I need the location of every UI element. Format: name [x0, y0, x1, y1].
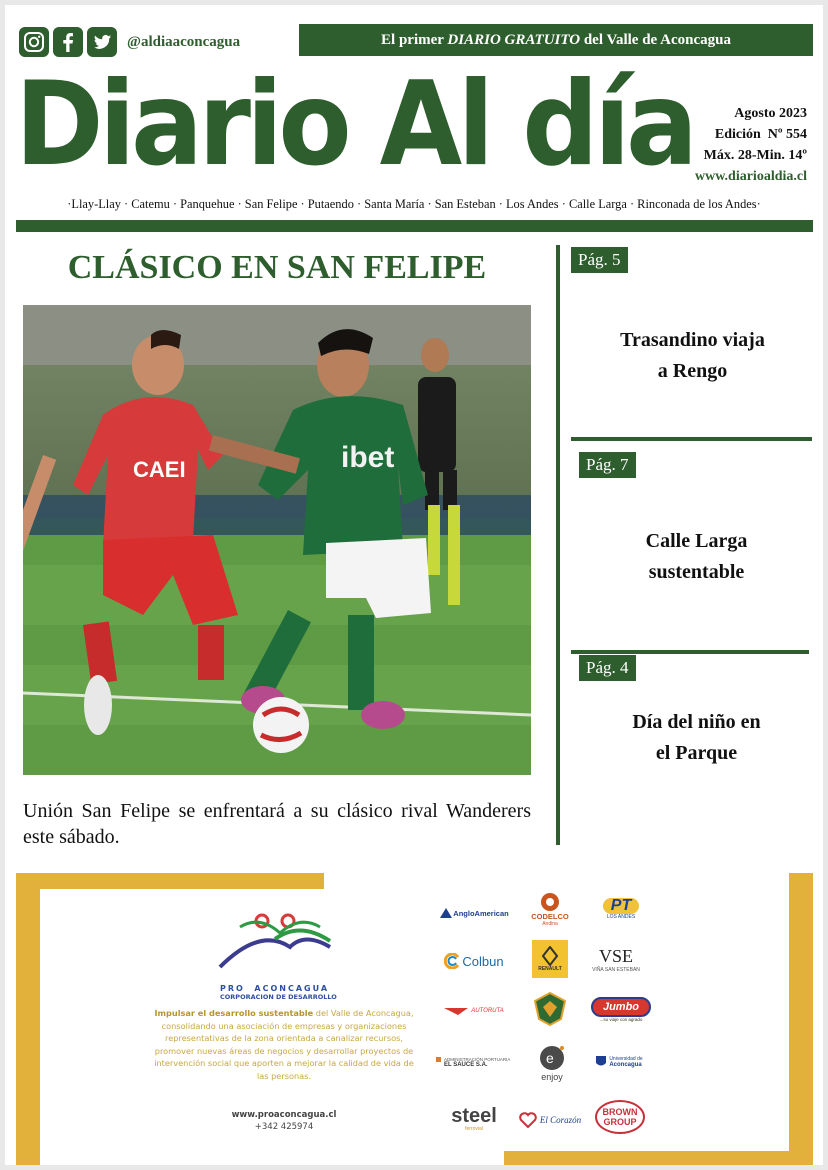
ad-phone: +342 425974: [254, 1122, 314, 1132]
facebook-icon[interactable]: [53, 27, 83, 57]
edition-info: [695, 103, 807, 187]
sponsor-sublabel: VIÑA SAN ESTEBAN: [592, 966, 640, 973]
sponsor-label: VSE: [598, 945, 633, 966]
org-name: PRO ACONCAGUA: [220, 984, 330, 993]
anglo-american-icon: [439, 906, 453, 920]
towns-list: ·Llay-Llay · Catemu · Panquehue · San Felipe · Putaendo · Santa María · San Esteban · Los Andes · Calle Larga · Rinconada de los Andes·: [67, 197, 761, 211]
sponsor-label: ADMINISTRACIÓN PORTUARIA: [436, 1057, 510, 1062]
tagline-suffix: del Valle de Aconcagua: [580, 31, 731, 48]
sponsor-el-corazon: [514, 1105, 586, 1135]
teaser-calle-larga[interactable]: [579, 452, 814, 588]
teaser-title: [571, 325, 814, 387]
instagram-icon[interactable]: [19, 27, 49, 57]
social-handle[interactable]: @aldiaaconcagua: [127, 33, 241, 50]
svg-text:e: e: [546, 1050, 554, 1066]
teaser-divider: [571, 437, 812, 441]
teaser-trasandino[interactable]: [571, 247, 814, 387]
sponsor-universidad-aconcagua: [586, 1049, 652, 1075]
teaser-page-label: Pág. 7: [579, 452, 636, 478]
social-links: [19, 27, 240, 57]
sponsor-enjoy: [530, 1039, 574, 1087]
sponsor-sublabel: ...su viaje con agrado: [599, 1016, 643, 1022]
ad-contact: [152, 1109, 416, 1133]
ad-border-bottom-right: [504, 1149, 813, 1165]
sponsor-label: Jumbo: [591, 997, 651, 1017]
heart-icon: [519, 1112, 537, 1128]
ad-border-right: [789, 873, 813, 1165]
teaser-page-label: Pág. 4: [579, 655, 636, 681]
sponsor-label: CODELCO: [531, 911, 569, 921]
pro-aconcagua-advertisement[interactable]: [16, 873, 813, 1165]
sponsor-sublabel: ferrovial: [465, 1126, 483, 1132]
sponsor-anglo-american: [436, 901, 512, 925]
sponsor-label: AUTORUTA: [471, 1008, 504, 1014]
teaser-title-line1: Calle Larga: [645, 530, 748, 552]
main-story-caption: Unión San Felipe se enfrentará a su clásico rival Wanderers este sábado.: [23, 800, 531, 848]
teaser-title: [579, 526, 814, 588]
sponsor-vina-san-esteban: [580, 939, 652, 979]
sponsor-brown-group: [592, 1097, 648, 1137]
sponsor-label: enjoy: [541, 1072, 563, 1082]
sponsor-label: steel: [451, 1105, 497, 1127]
sponsor-renault: [530, 939, 570, 979]
sponsor-sublabel: Aconcagua: [609, 1062, 642, 1068]
sponsor-colbun: [436, 949, 512, 973]
enjoy-icon: [538, 1044, 566, 1072]
org-subtitle: CORPORACION DE DESARROLLO: [220, 993, 337, 1001]
newspaper-page: [5, 5, 823, 1165]
ad-content: [40, 889, 789, 1151]
red-shirt-sponsor: CAEI: [133, 457, 186, 482]
university-shield-icon: [595, 1055, 607, 1069]
sponsor-sublabel: LOS ANDES: [606, 914, 636, 920]
tagline-prefix: El primer: [381, 31, 448, 48]
tagline-banner: [299, 24, 813, 56]
university-name: [609, 1056, 642, 1068]
pro-aconcagua-logo: [180, 909, 400, 1001]
teaser-title-line2: el Parque: [655, 742, 738, 764]
column-divider: [556, 245, 560, 845]
brown-group-badge: [595, 1100, 645, 1134]
teaser-title: [579, 707, 814, 769]
sponsor-pt-los-andes: [590, 893, 652, 925]
mountain-logo-icon: [180, 909, 400, 979]
sponsor-jumbo: [590, 991, 652, 1027]
teaser-title-line1: Día del niño en: [632, 711, 761, 733]
sponsor-label: Colbun: [462, 953, 504, 969]
sponsor-codelco: [520, 889, 580, 929]
renault-badge: [532, 940, 568, 978]
renault-diamond-icon: [542, 946, 558, 966]
sponsor-autoruta: [436, 999, 512, 1023]
website-link[interactable]: www.diarioaldia.cl: [694, 169, 807, 184]
header-divider: [16, 220, 813, 232]
main-story-photo[interactable]: [23, 305, 531, 775]
soccer-players-image: [23, 305, 531, 775]
green-shirt-sponsor: ibet: [341, 441, 395, 474]
sponsor-el-sauce: [436, 1047, 512, 1077]
autoruta-icon: [444, 1006, 468, 1016]
ad-website[interactable]: www.proaconcagua.cl: [231, 1110, 337, 1120]
codelco-icon: [540, 892, 560, 912]
teaser-title-line2: a Rengo: [657, 360, 728, 382]
ad-description: [152, 1007, 416, 1082]
sponsor-label: AngloAmerican: [453, 908, 509, 918]
sponsor-sublabel: GROUP: [603, 1117, 637, 1127]
teaser-page-label: Pág. 5: [571, 247, 628, 273]
tagline-emphasis: DIARIO GRATUITO: [447, 31, 581, 48]
teaser-title-line2: sustentable: [648, 561, 745, 583]
sponsor-label: RENAULT: [538, 966, 562, 972]
ad-description-rest: del Valle de Aconcagua, consolidando una asociación de empresas y organizaciones representativas de la zona orientada a canalizar recursos, promover nuevas áreas de negocios y desarrollar proyectos de intervención social que aporten a mejorar la calidad de vida de las personas.: [154, 1008, 414, 1081]
eagle-crest-icon: [533, 991, 567, 1027]
weather-forecast: Máx. 28-Min. 14º: [703, 148, 807, 163]
teaser-title-line1: Trasandino viaja: [620, 329, 765, 351]
edition-date: Agosto 2023: [734, 106, 807, 121]
main-headline: CLÁSICO EN SAN FELIPE: [67, 249, 487, 286]
colbun-icon: [444, 953, 460, 969]
sponsor-label: Universidad de: [609, 1056, 643, 1062]
sponsor-label: BROWN: [602, 1107, 638, 1117]
sponsor-steel: [436, 1099, 512, 1139]
sponsor-sublabel: EL SAUCE S.A.: [444, 1061, 488, 1068]
masthead-title: Diario Al día: [15, 57, 694, 192]
sponsor-sublabel: Andina: [542, 920, 558, 927]
sponsor-label: El Corazón: [539, 1115, 582, 1125]
teaser-divider: [571, 650, 809, 654]
sponsor-crest: [530, 989, 570, 1029]
sponsor-label: PT: [603, 898, 639, 914]
twitter-icon[interactable]: [87, 27, 117, 57]
ad-border-top-left: [16, 873, 324, 889]
ad-border-left: [16, 873, 40, 1165]
ad-description-bold: Impulsar el desarrollo sustentable: [154, 1008, 314, 1018]
edition-number: Edición Nº 554: [714, 127, 807, 142]
teaser-dia-del-nino[interactable]: [579, 655, 814, 769]
